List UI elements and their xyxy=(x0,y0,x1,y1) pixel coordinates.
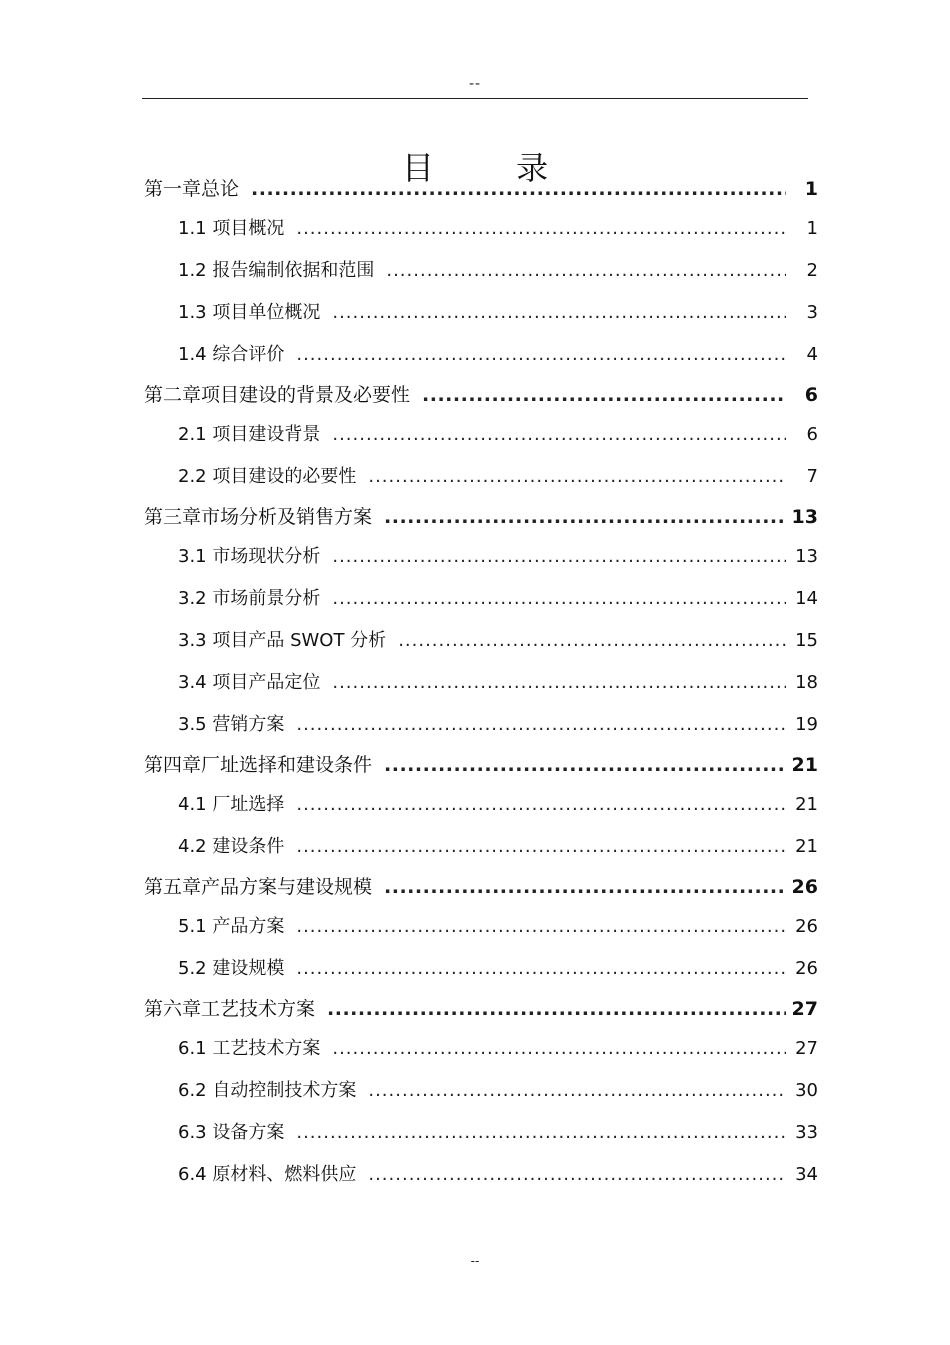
section-title: 6.4 原材料、燃料供应 xyxy=(178,1164,357,1185)
dot-leader xyxy=(332,414,786,456)
toc-section-row[interactable] xyxy=(144,1112,818,1154)
toc-chapter-row[interactable] xyxy=(144,498,818,536)
dot-leader xyxy=(332,536,786,578)
section-title: 1.2 报告编制依据和范围 xyxy=(178,260,375,281)
toc-section-row[interactable] xyxy=(144,948,818,990)
page-number: 6 xyxy=(806,424,818,445)
page-number: 21 xyxy=(791,754,818,776)
chapter-number: 第三章 xyxy=(144,506,202,528)
dot-leader xyxy=(296,1112,786,1154)
toc-section-row[interactable] xyxy=(144,1028,818,1070)
toc-section-row[interactable] xyxy=(144,292,818,334)
footer-mark: -- xyxy=(470,1254,480,1268)
toc-chapter-row[interactable] xyxy=(144,868,818,906)
toc-section-row[interactable] xyxy=(144,1070,818,1112)
chapter-title: 总论 xyxy=(201,178,240,200)
page-number: 1 xyxy=(804,178,818,200)
dot-leader xyxy=(296,334,786,376)
section-title: 3.1 市场现状分析 xyxy=(178,546,321,567)
section-title: 3.2 市场前景分析 xyxy=(178,588,321,609)
chapter-title: 产品方案与建设规模 xyxy=(201,876,373,898)
section-title: 2.1 项目建设背景 xyxy=(178,424,321,445)
page-number: 2 xyxy=(806,260,818,281)
dot-leader xyxy=(368,1154,786,1196)
page-number: 7 xyxy=(806,466,818,487)
dot-leader xyxy=(296,208,786,250)
toc-chapter-row[interactable] xyxy=(144,170,818,208)
toc-section-row[interactable] xyxy=(144,250,818,292)
dot-leader xyxy=(386,250,786,292)
chapter-title: 工艺技术方案 xyxy=(201,998,316,1020)
chapter-title: 项目建设的背景及必要性 xyxy=(201,384,411,406)
toc-section-row[interactable] xyxy=(144,662,818,704)
dot-leader xyxy=(296,704,786,746)
toc-section-row[interactable] xyxy=(144,414,818,456)
page-number: 26 xyxy=(791,876,818,898)
dot-leader xyxy=(422,376,786,414)
page-number: 19 xyxy=(795,714,818,735)
toc-chapter-row[interactable] xyxy=(144,990,818,1028)
page-number: 15 xyxy=(795,630,818,651)
dot-leader xyxy=(332,578,786,620)
section-title: 2.2 项目建设的必要性 xyxy=(178,466,357,487)
dot-leader xyxy=(384,746,786,784)
toc-section-row[interactable] xyxy=(144,826,818,868)
section-title: 6.1 工艺技术方案 xyxy=(178,1038,321,1059)
chapter-title: 市场分析及销售方案 xyxy=(201,506,373,528)
chapter-number: 第四章 xyxy=(144,754,202,776)
chapter-number: 第六章 xyxy=(144,998,202,1020)
chapter-title: 厂址选择和建设条件 xyxy=(201,754,373,776)
section-title: 1.1 项目概况 xyxy=(178,218,285,239)
header-mark: -- xyxy=(468,76,482,92)
section-title: 4.1 厂址选择 xyxy=(178,794,285,815)
section-title: 6.3 设备方案 xyxy=(178,1122,285,1143)
dot-leader xyxy=(384,868,786,906)
dot-leader xyxy=(368,456,786,498)
toc-section-row[interactable] xyxy=(144,704,818,746)
page-number: 27 xyxy=(791,998,818,1020)
section-title: 4.2 建设条件 xyxy=(178,836,285,857)
header-rule xyxy=(142,98,808,99)
section-title: 3.4 项目产品定位 xyxy=(178,672,321,693)
toc-chapter-row[interactable] xyxy=(144,376,818,414)
dot-leader xyxy=(296,826,786,868)
page-number: 26 xyxy=(795,958,818,979)
section-title: 5.2 建设规模 xyxy=(178,958,285,979)
page-number: 27 xyxy=(795,1038,818,1059)
dot-leader xyxy=(398,620,786,662)
dot-leader xyxy=(368,1070,786,1112)
dot-leader xyxy=(327,990,786,1028)
toc-section-row[interactable] xyxy=(144,906,818,948)
dot-leader xyxy=(251,170,786,208)
page-number: 13 xyxy=(791,506,818,528)
toc-section-row[interactable] xyxy=(144,456,818,498)
page-number: 30 xyxy=(795,1080,818,1101)
dot-leader xyxy=(332,1028,786,1070)
toc-title: 目 录 xyxy=(401,149,585,188)
page-number: 26 xyxy=(795,916,818,937)
section-title: 3.3 项目产品 SWOT 分析 xyxy=(178,630,387,651)
page-number: 33 xyxy=(795,1122,818,1143)
dot-leader xyxy=(296,948,786,990)
toc-section-row[interactable] xyxy=(144,536,818,578)
page-number: 6 xyxy=(804,384,818,406)
page-number: 18 xyxy=(795,672,818,693)
chapter-number: 第五章 xyxy=(144,876,202,898)
page-number: 14 xyxy=(795,588,818,609)
page-number: 34 xyxy=(795,1164,818,1185)
section-title: 1.3 项目单位概况 xyxy=(178,302,321,323)
page-number: 1 xyxy=(806,218,818,239)
page-number: 21 xyxy=(795,794,818,815)
toc-section-row[interactable] xyxy=(144,578,818,620)
dot-leader xyxy=(332,292,786,334)
toc-section-row[interactable] xyxy=(144,208,818,250)
page-number: 4 xyxy=(806,344,818,365)
dot-leader xyxy=(296,784,786,826)
page-number: 3 xyxy=(806,302,818,323)
toc-section-row[interactable] xyxy=(144,334,818,376)
dot-leader xyxy=(384,498,786,536)
section-title: 5.1 产品方案 xyxy=(178,916,285,937)
toc-section-row[interactable] xyxy=(144,784,818,826)
page-number: 13 xyxy=(795,546,818,567)
chapter-number: 第一章 xyxy=(144,178,202,200)
section-title: 1.4 综合评价 xyxy=(178,344,285,365)
dot-leader xyxy=(332,662,786,704)
chapter-number: 第二章 xyxy=(144,384,202,406)
dot-leader xyxy=(296,906,786,948)
toc-section-row[interactable] xyxy=(144,1154,818,1196)
toc-section-row[interactable] xyxy=(144,620,818,662)
section-title: 3.5 营销方案 xyxy=(178,714,285,735)
section-title: 6.2 自动控制技术方案 xyxy=(178,1080,357,1101)
page-number: 21 xyxy=(795,836,818,857)
toc-list xyxy=(144,170,818,1196)
toc-chapter-row[interactable] xyxy=(144,746,818,784)
